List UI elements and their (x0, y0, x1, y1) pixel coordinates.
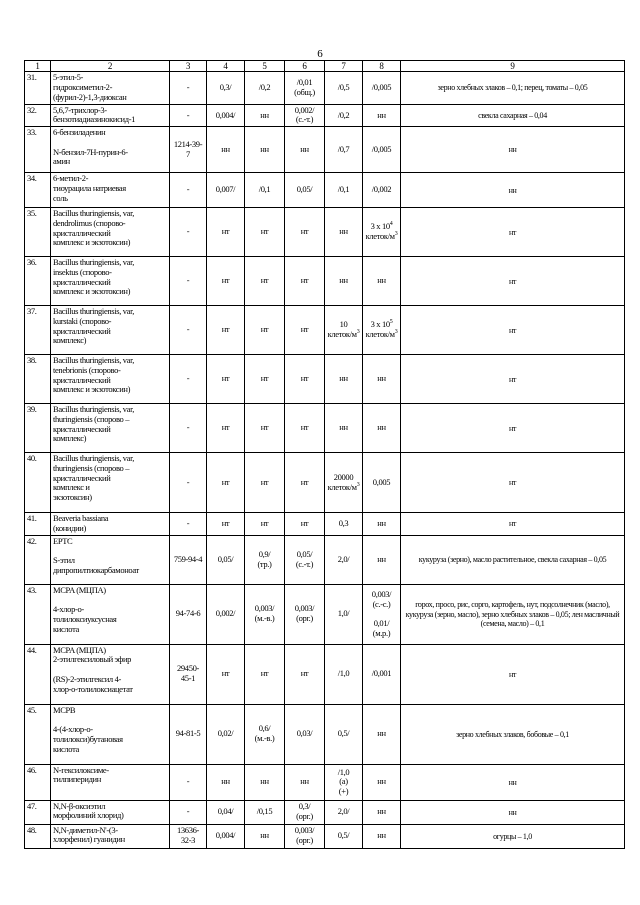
cell-col-8 (363, 306, 401, 355)
cell-col-6: нт (285, 355, 325, 404)
cell-line: 5,6,7-трихлор-3- (53, 104, 107, 115)
cell-col-4: 0,3/ (207, 72, 245, 104)
cell-col-3: - (170, 355, 207, 404)
cell-col-5: /0,1 (245, 173, 285, 208)
cell-col-7: нн (325, 208, 363, 257)
cell-line: комплекс) (53, 433, 87, 444)
table-row (25, 513, 625, 536)
column-header-row (25, 61, 625, 72)
cell-col-7: 1,0/ (325, 584, 363, 644)
table-row (25, 173, 625, 208)
cell-line: Bacillus thuringiensis, var, (53, 257, 134, 268)
cell-line: 4-хлор-о- (53, 604, 84, 615)
cell-line: N-гексилоксиме- (53, 764, 109, 775)
cell-col-4: нт (207, 453, 245, 513)
cell-col-3: 759-94-4 (170, 535, 207, 584)
cell-col-6 (285, 535, 325, 584)
cell-col-2 (51, 127, 170, 173)
cell-col-6 (285, 104, 325, 127)
cell-line: MCPA (МЦПА) (53, 644, 106, 655)
cell-col-5: /0,15 (245, 800, 285, 824)
table-row (25, 127, 625, 173)
cell-col-4: нт (207, 513, 245, 536)
cell-col-8: нн (363, 513, 401, 536)
cell-col-8: нн (363, 824, 401, 848)
cell-col-6: нт (285, 644, 325, 704)
cell-col-6: нт (285, 404, 325, 453)
cell-col-5: нт (245, 257, 285, 306)
cell-col-1: 34. (25, 173, 51, 208)
cell-line: 0,003/ (294, 825, 315, 836)
table-row (25, 453, 625, 513)
cell-col-1: 44. (25, 644, 51, 704)
table-row (25, 404, 625, 453)
cell-col-4: 0,004/ (207, 104, 245, 127)
cell-line: клеток/$м^3$ (365, 329, 398, 340)
cell-line: 0,003/ (254, 603, 275, 614)
cell-line: кислота (53, 623, 79, 634)
cell-col-1: 37. (25, 306, 51, 355)
cell-col-9: зерно хлебных злаков – 0,1; перец, томаты – 0,05 (401, 72, 625, 104)
cell-col-3: - (170, 104, 207, 127)
cell-col-3: - (170, 257, 207, 306)
cell-col-5: нт (245, 644, 285, 704)
cell-col-4: 0,04/ (207, 800, 245, 824)
cell-col-7 (325, 453, 363, 513)
column-header-6: 6 (285, 61, 325, 72)
cell-col-1: 36. (25, 257, 51, 306)
cell-col-2 (51, 824, 170, 848)
cell-line: 20000 (333, 471, 354, 482)
cell-col-2 (51, 173, 170, 208)
cell-col-6: нт (285, 257, 325, 306)
cell-col-4: нт (207, 644, 245, 704)
cell-col-2 (51, 535, 170, 584)
cell-line: 10 (339, 319, 348, 330)
cell-line: 2-этилгексиловый эфир (53, 654, 132, 665)
cell-col-9: свекла сахарная – 0,04 (401, 104, 625, 127)
table-row (25, 355, 625, 404)
cell-line: 13636- (177, 825, 199, 836)
cell-line: 0,6/ (258, 723, 271, 734)
cell-col-1: 47. (25, 800, 51, 824)
cell-line: (общ.) (294, 86, 315, 97)
column-header-5: 5 (245, 61, 285, 72)
cell-line: Beaveria bassiana (53, 513, 109, 524)
cell-col-2 (51, 764, 170, 800)
cell-line: kurstaki (спорово- (53, 315, 112, 326)
cell-col-7: нн (325, 257, 363, 306)
cell-line: клеток/$м^3$ (365, 231, 398, 242)
cell-col-9: нт (401, 208, 625, 257)
cell-line: кристаллический (53, 472, 111, 483)
table-row (25, 306, 625, 355)
cell-col-1: 48. (25, 824, 51, 848)
cell-col-9: нт (401, 644, 625, 704)
cell-col-6 (285, 800, 325, 824)
table-row (25, 824, 625, 848)
cell-line: /1,0 (337, 766, 350, 777)
cell-col-5: нт (245, 208, 285, 257)
cell-line: (м.-в.) (254, 613, 275, 624)
table-row (25, 535, 625, 584)
cell-line: S-этил (53, 555, 75, 566)
cell-line: (а) (339, 776, 348, 787)
cell-line: /0,01 (296, 77, 313, 88)
cell-col-7 (325, 306, 363, 355)
cell-line: 3 x $10^4$ (370, 221, 393, 232)
cell-col-8: нн (363, 355, 401, 404)
cell-col-5: нт (245, 404, 285, 453)
column-header-4: 4 (207, 61, 245, 72)
cell-line: N,N-β-оксиэтил (53, 800, 106, 811)
cell-line: (с.-т.) (295, 558, 314, 569)
column-header-1: 1 (25, 61, 51, 72)
cell-col-7: нн (325, 404, 363, 453)
cell-col-4: нт (207, 355, 245, 404)
cell-col-5: нт (245, 513, 285, 536)
cell-col-8: /0,002 (363, 173, 401, 208)
cell-col-6: 0,03/ (285, 704, 325, 764)
table-row (25, 644, 625, 704)
cell-line: 3 x $10^5$ (370, 319, 393, 330)
cell-col-7: нн (325, 355, 363, 404)
cell-line: морфолиний хлорид) (53, 810, 124, 821)
cell-col-2 (51, 800, 170, 824)
cell-line: кристаллический (53, 374, 111, 385)
cell-line: (RS)-2-этилгексил 4- (53, 674, 121, 684)
cell-col-2 (51, 704, 170, 764)
page-number: 6 (317, 48, 323, 60)
cell-line: экзотоксин) (53, 492, 92, 503)
cell-col-4: 0,007/ (207, 173, 245, 208)
cell-col-6: нт (285, 306, 325, 355)
cell-col-7: 2,0/ (325, 800, 363, 824)
cell-col-4: нт (207, 208, 245, 257)
cell-col-9: нн (401, 800, 625, 824)
cell-line: бензотиадиазинокисид-1 (53, 114, 136, 125)
cell-line: Bacillus thuringiensis, var, (53, 355, 134, 366)
cell-col-6: 0,05/ (285, 173, 325, 208)
cell-col-5: нн (245, 127, 285, 173)
cell-line: 0,3/ (298, 801, 311, 812)
cell-line: комплекс и (53, 482, 90, 493)
cell-col-7: /0,7 (325, 127, 363, 173)
cell-line: (орг.) (296, 835, 313, 846)
cell-col-2 (51, 257, 170, 306)
cell-col-5 (245, 704, 285, 764)
cell-col-4: 0,002/ (207, 584, 245, 644)
cell-col-9: нт (401, 513, 625, 536)
cell-col-6: нт (285, 453, 325, 513)
column-header-3: 3 (170, 61, 207, 72)
cell-line: EPTC (53, 535, 73, 546)
cell-line: комплекс и экзотоксин) (53, 237, 131, 248)
cell-col-5 (245, 535, 285, 584)
cell-col-9: нт (401, 404, 625, 453)
cell-col-7: 0,5/ (325, 824, 363, 848)
cell-col-2 (51, 513, 170, 536)
cell-line: хлорфенил) гуанидин (53, 834, 125, 845)
cell-col-2 (51, 208, 170, 257)
cell-col-8: нн (363, 535, 401, 584)
cell-col-2 (51, 453, 170, 513)
cell-col-7 (325, 764, 363, 800)
cell-col-8: /0,005 (363, 127, 401, 173)
cell-col-6 (285, 824, 325, 848)
cell-col-5: нт (245, 306, 285, 355)
cell-col-9: нн (401, 173, 625, 208)
cell-col-5: нн (245, 764, 285, 800)
cell-col-8: нн (363, 257, 401, 306)
cell-line: клеток/$м^3$ (327, 481, 360, 492)
cell-line: амин (53, 156, 70, 167)
cell-line: (м.р.) (372, 627, 391, 638)
cell-line: thuringiensis (спорово – (53, 413, 130, 424)
cell-col-3: 94-81-5 (170, 704, 207, 764)
table-row (25, 764, 625, 800)
cell-col-9: нт (401, 257, 625, 306)
cell-line: кристаллический (53, 423, 111, 434)
cell-line: Bacillus thuringiensis, var, (53, 208, 134, 219)
cell-line: 0,003/ (294, 603, 315, 614)
cell-col-1: 39. (25, 404, 51, 453)
table-row (25, 104, 625, 127)
cell-line: кристаллический (53, 276, 111, 287)
cell-col-1: 35. (25, 208, 51, 257)
cell-col-3: - (170, 173, 207, 208)
cell-col-3: - (170, 764, 207, 800)
cell-col-6: нн (285, 764, 325, 800)
cell-col-1: 31. (25, 72, 51, 104)
cell-line: 5-этил-5- (53, 72, 83, 83)
cell-col-3: 94-74-6 (170, 584, 207, 644)
cell-col-8: нн (363, 704, 401, 764)
cell-line: MCPA (МЦПА) (53, 584, 106, 595)
cell-col-9: кукуруза (зерно), масло растительное, свекла сахарная – 0,05 (401, 535, 625, 584)
cell-col-5: нт (245, 453, 285, 513)
cell-line: 0,003/ (371, 588, 392, 599)
cell-line: 4-(4-хлор-о- (53, 724, 93, 735)
cell-col-3 (170, 127, 207, 173)
cell-col-4: нт (207, 404, 245, 453)
hygiene-standards-table (24, 60, 625, 849)
cell-col-7: /1,0 (325, 644, 363, 704)
table-row (25, 72, 625, 104)
cell-line: Bacillus thuringiensis, var, (53, 453, 134, 464)
cell-col-3: - (170, 453, 207, 513)
cell-col-4: нн (207, 764, 245, 800)
cell-line: 1214-39- (173, 138, 203, 149)
cell-line: 45-1 (180, 673, 196, 684)
cell-line: кислота (53, 743, 79, 754)
cell-col-9: зерно хлебных злаков, бобовые – 0,1 (401, 704, 625, 764)
cell-col-5: нн (245, 824, 285, 848)
cell-col-6: нт (285, 208, 325, 257)
cell-line: комплекс и экзотоксин) (53, 384, 131, 395)
cell-col-3 (170, 824, 207, 848)
cell-col-8: нн (363, 764, 401, 800)
cell-line: 7 (186, 148, 190, 159)
cell-line: (орг.) (296, 811, 313, 822)
cell-line: thuringiensis (спорово – (53, 462, 130, 473)
cell-col-2 (51, 644, 170, 704)
cell-col-1: 33. (25, 127, 51, 173)
table-row (25, 208, 625, 257)
cell-col-3 (170, 644, 207, 704)
cell-line: dendrolimus (спорово- (53, 217, 126, 228)
table-row (25, 584, 625, 644)
column-header-8: 8 (363, 61, 401, 72)
cell-line: гидроксиметил-2- (53, 82, 113, 93)
cell-line: тиоурацила натриевая (53, 182, 126, 193)
cell-col-8: нн (363, 404, 401, 453)
cell-col-4: 0,02/ (207, 704, 245, 764)
cell-line: дипропилтиокарбамоноат (53, 565, 139, 575)
cell-col-3: - (170, 513, 207, 536)
cell-line: (+) (338, 786, 349, 797)
cell-line: (конидии) (53, 522, 86, 533)
cell-col-1: 38. (25, 355, 51, 404)
cell-col-9: нн (401, 764, 625, 800)
cell-col-2 (51, 306, 170, 355)
cell-col-8: 0,005 (363, 453, 401, 513)
cell-line: 6-метил-2- (53, 173, 89, 184)
cell-col-5: /0,2 (245, 72, 285, 104)
cell-col-7: /0,5 (325, 72, 363, 104)
cell-line: tenebrionis (спорово- (53, 364, 121, 375)
cell-col-8: /0,001 (363, 644, 401, 704)
cell-col-7: /0,2 (325, 104, 363, 127)
cell-line: комплекс) (53, 335, 87, 346)
cell-col-6 (285, 72, 325, 104)
cell-col-2 (51, 404, 170, 453)
cell-line: тилпиперидин (53, 774, 101, 785)
table-row (25, 800, 625, 824)
cell-col-7: 0,3 (325, 513, 363, 536)
cell-line: (фурил-2)-1,3-диоксан (53, 91, 127, 102)
cell-line: 29450- (177, 663, 199, 674)
cell-col-4: 0,004/ (207, 824, 245, 848)
cell-col-5: нн (245, 104, 285, 127)
cell-line: Bacillus thuringiensis, var, (53, 404, 134, 415)
cell-col-7: 0,5/ (325, 704, 363, 764)
cell-col-8 (363, 584, 401, 644)
cell-line: толилокси)бутановая (53, 734, 123, 744)
cell-line: Bacillus thuringiensis, var, (53, 306, 134, 317)
cell-col-4: нт (207, 257, 245, 306)
cell-line: 32-3 (180, 835, 196, 846)
cell-col-6: нт (285, 513, 325, 536)
cell-col-3: - (170, 208, 207, 257)
cell-line: (м.-в.) (254, 733, 275, 744)
cell-col-2 (51, 72, 170, 104)
cell-col-1: 42. (25, 535, 51, 584)
cell-line: 6-бензиладенин (53, 127, 106, 138)
cell-col-2 (51, 104, 170, 127)
cell-line: кристаллический (53, 325, 111, 336)
cell-col-9: нт (401, 355, 625, 404)
cell-line: 0,05/ (296, 548, 313, 559)
cell-col-5: нт (245, 355, 285, 404)
cell-col-7: 2,0/ (325, 535, 363, 584)
table-row (25, 704, 625, 764)
cell-line: 0,9/ (258, 548, 271, 559)
cell-line: клеток/$м^3$ (327, 329, 360, 340)
cell-col-9: нн (401, 127, 625, 173)
cell-line: 0,01/ (373, 618, 390, 629)
cell-line: N,N-диметил-N'-(3- (53, 824, 118, 835)
column-header-2: 2 (51, 61, 170, 72)
cell-col-3: - (170, 800, 207, 824)
cell-col-3: - (170, 404, 207, 453)
cell-col-9: горох, просо, рис, сорго, картофель, нут, подсолнечник (масло), кукуруза (зерно, масло), зерно хлебных злаков – 0,05; лен масличный (семена, масло) – 0,1 (401, 584, 625, 644)
cell-col-7: /0,1 (325, 173, 363, 208)
cell-col-8: /0,005 (363, 72, 401, 104)
cell-line: толилоксиуксусная (53, 614, 117, 624)
column-header-9: 9 (401, 61, 625, 72)
cell-col-5 (245, 584, 285, 644)
cell-col-8: нн (363, 800, 401, 824)
cell-col-3: - (170, 306, 207, 355)
cell-col-1: 32. (25, 104, 51, 127)
cell-line: MCPB (53, 704, 76, 715)
cell-line: (орг.) (296, 613, 313, 624)
cell-col-6: нн (285, 127, 325, 173)
cell-col-8 (363, 208, 401, 257)
cell-line: соль (53, 192, 68, 203)
cell-col-2 (51, 355, 170, 404)
cell-line: insektus (спорово- (53, 266, 112, 277)
cell-col-2 (51, 584, 170, 644)
cell-col-1: 45. (25, 704, 51, 764)
cell-col-9: нт (401, 453, 625, 513)
cell-col-4: 0,05/ (207, 535, 245, 584)
cell-col-4: нн (207, 127, 245, 173)
cell-col-4: нт (207, 306, 245, 355)
cell-line: комплекс и экзотоксин) (53, 286, 131, 297)
cell-col-9: нт (401, 306, 625, 355)
cell-col-8: нн (363, 104, 401, 127)
cell-line: хлор-о-толилоксиацетат (53, 683, 133, 694)
cell-col-1: 41. (25, 513, 51, 536)
cell-line: кристаллический (53, 227, 111, 238)
cell-col-9: огурцы – 1,0 (401, 824, 625, 848)
cell-col-1: 43. (25, 584, 51, 644)
cell-line: (с.-с.) (372, 598, 391, 609)
column-header-7: 7 (325, 61, 363, 72)
cell-col-1: 46. (25, 764, 51, 800)
table-row (25, 257, 625, 306)
cell-col-1: 40. (25, 453, 51, 513)
cell-col-6 (285, 584, 325, 644)
cell-line: (тр.) (257, 558, 272, 569)
cell-col-3: - (170, 72, 207, 104)
cell-line: N-бензил-7Н-пурин-6- (53, 146, 128, 157)
cell-line: 0,002/ (294, 104, 315, 115)
cell-line: (с.-т.) (295, 114, 314, 125)
